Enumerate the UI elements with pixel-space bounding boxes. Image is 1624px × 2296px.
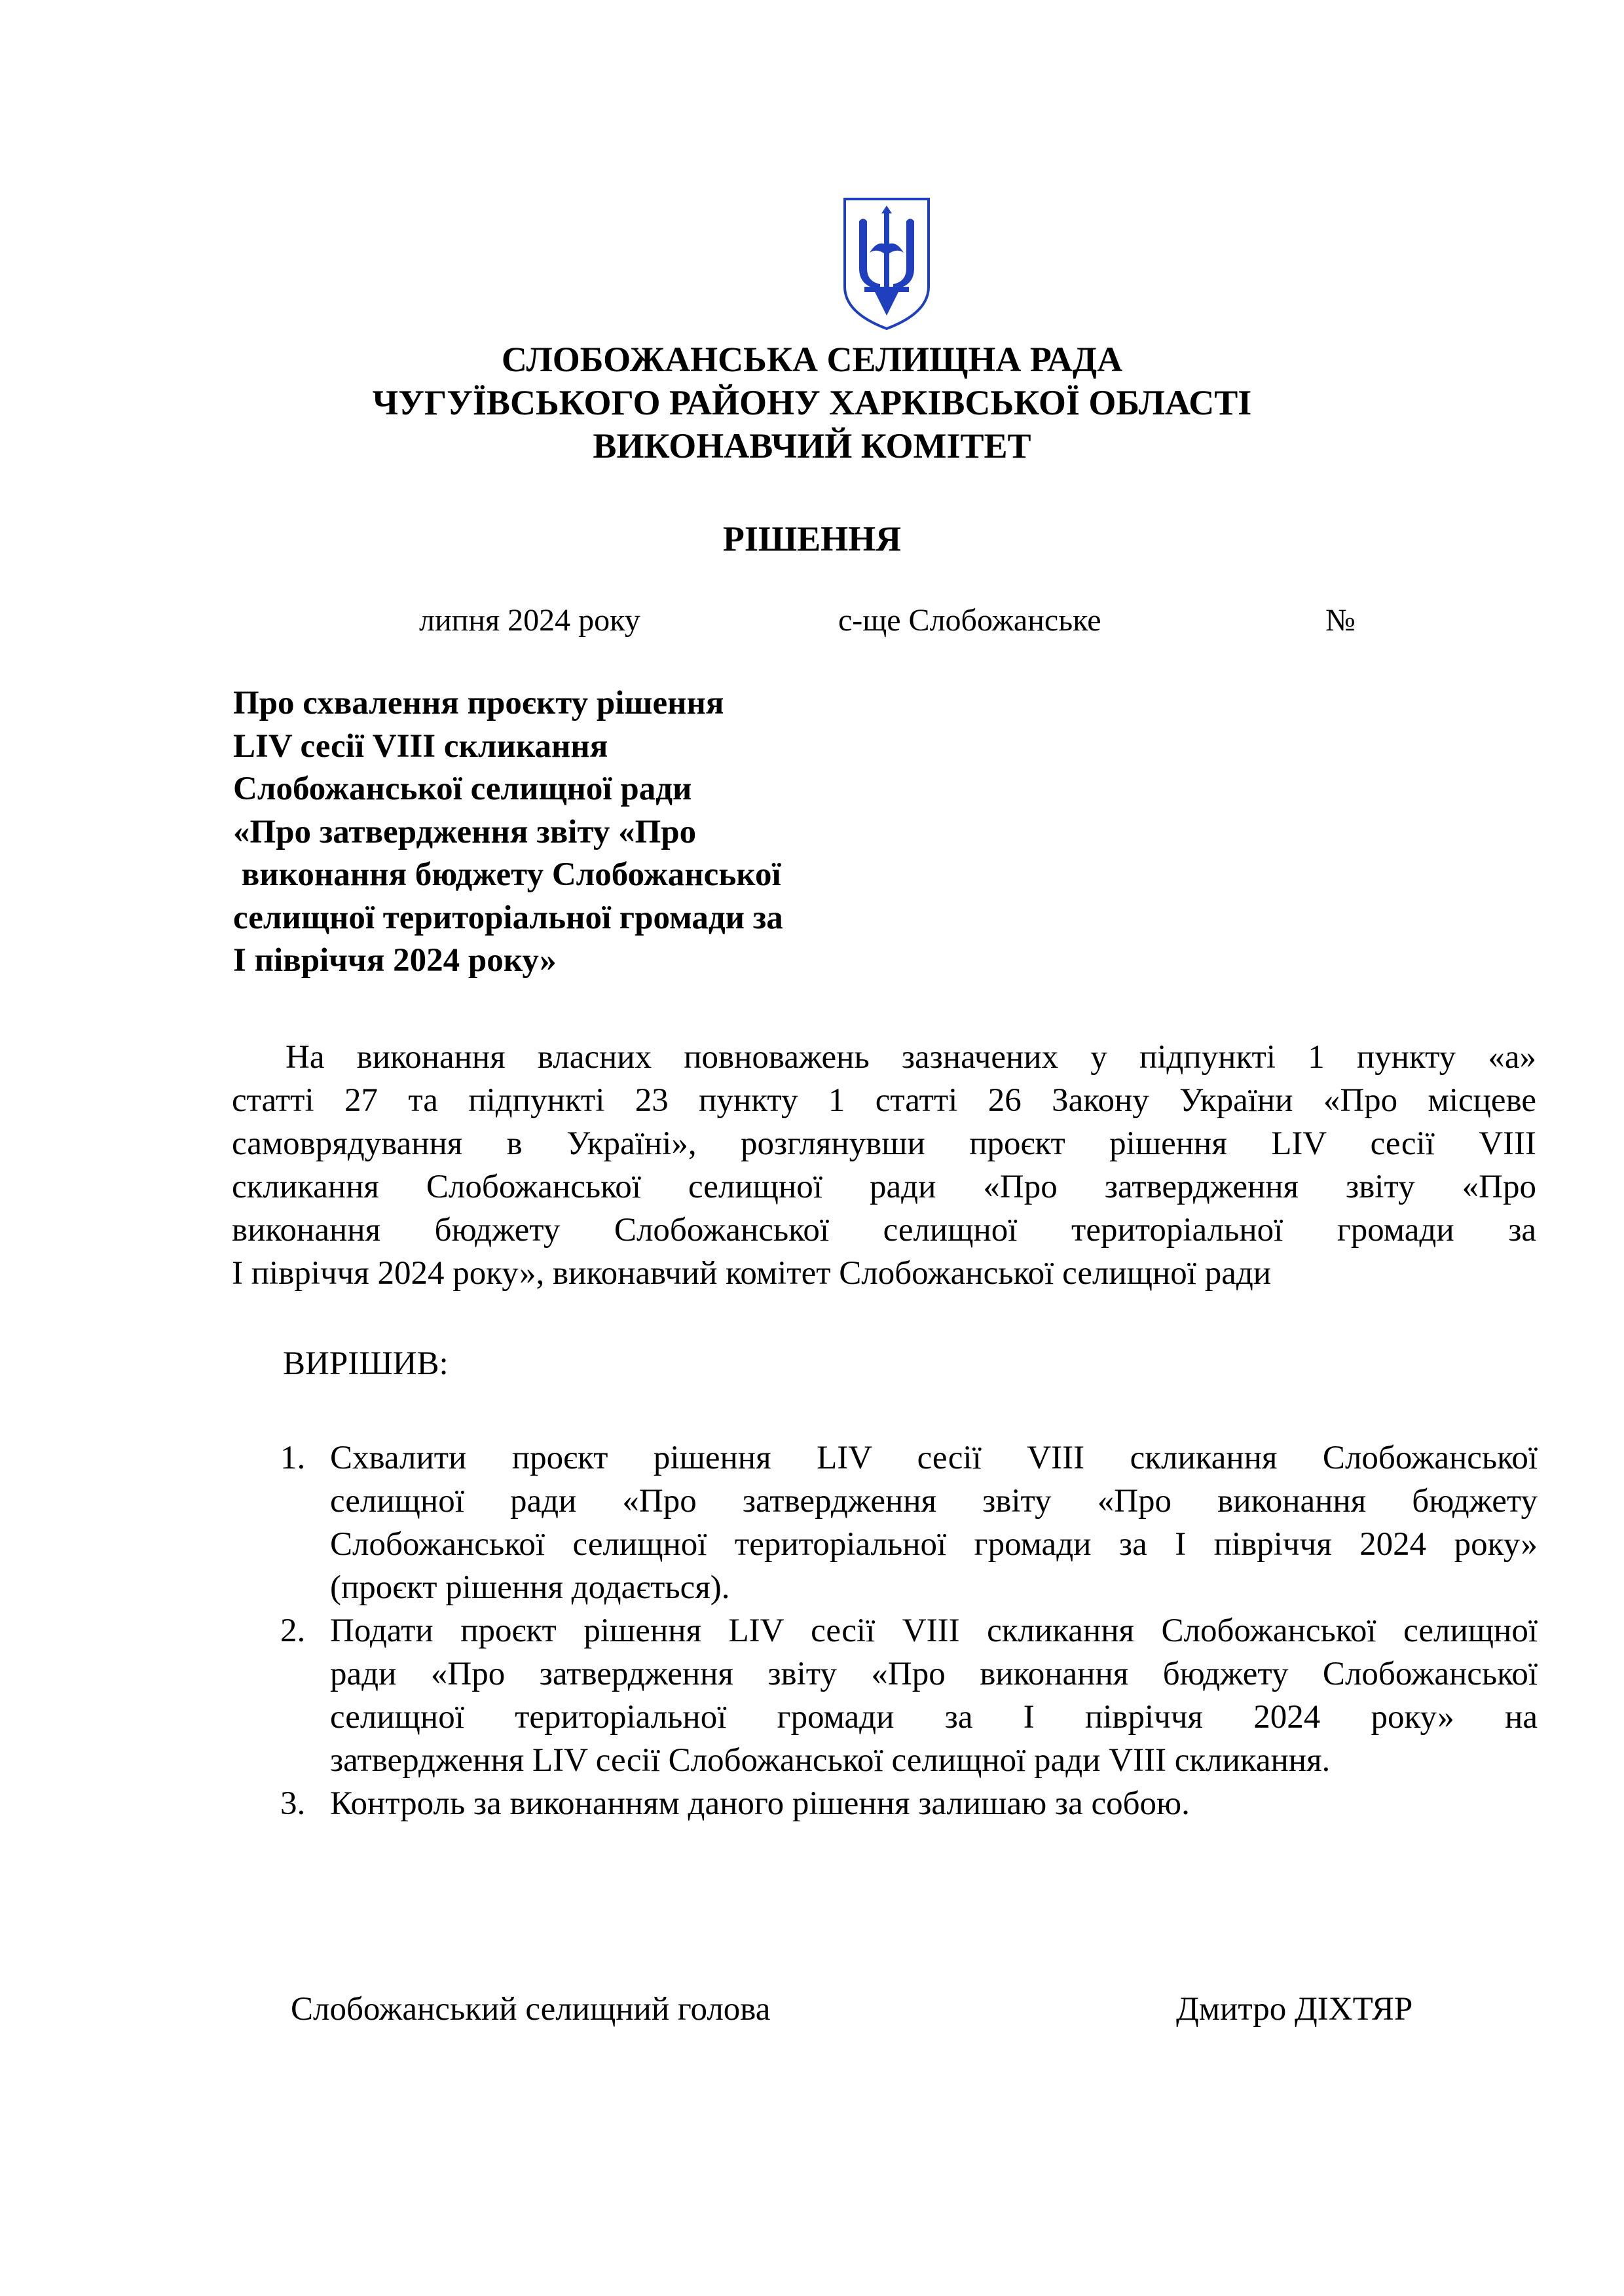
title-line: селищної територіальної громади за [233, 899, 783, 936]
title-line: виконання бюджету Слобожанської [233, 856, 781, 893]
decision-date: липня 2024 року [419, 603, 640, 638]
item-number: 1. [280, 1440, 306, 1476]
decision-items [280, 1436, 1538, 1825]
item-number: 3. [280, 1785, 306, 1822]
decision-item-1 [280, 1436, 1538, 1609]
signature-name: Дмитро ДІХТЯР [1176, 1991, 1413, 2028]
title-line: Слобожанської селищної ради [233, 771, 692, 807]
item-line: Схвалити проєкт рішення LIV сесії VIII скликання Слобожанської [330, 1440, 1538, 1476]
item-line: селищної територіальної громади за I півріччя 2024 року» на [330, 1699, 1538, 1736]
item-line: ради «Про затвердження звіту «Про виконання бюджету Слобожанської [330, 1656, 1538, 1692]
preamble-line: самоврядування в Україні», розглянувши проєкт рішення LIV сесії VIII [232, 1125, 1536, 1162]
preamble-line: статті 27 та підпункті 23 пункту 1 статті 26 Закону України «Про місцеве [232, 1082, 1536, 1119]
decision-place: с-ще Слобожанське [838, 603, 1101, 638]
decision-item-2 [280, 1609, 1538, 1782]
council-name: СЛОБОЖАНСЬКА СЕЛИЩНА РАДА [501, 340, 1123, 379]
preamble-line: На виконання власних повноважень зазначених у підпункті 1 пункту «а» [286, 1039, 1536, 1076]
title-line: Про схвалення проєкту рішення [233, 685, 724, 721]
decision-title [233, 682, 953, 983]
preamble-line: I півріччя 2024 року», виконавчий комітет Слобожанської селищної ради [232, 1255, 1272, 1292]
document-type: РІШЕННЯ [722, 519, 902, 558]
title-line: LIV сесії VIII скликання [233, 727, 608, 765]
title-line: I півріччя 2024 року» [233, 942, 557, 979]
item-line: Слобожанської селищної територіальної громади за I півріччя 2024 року» [330, 1526, 1538, 1563]
district-name: ЧУГУЇВСЬКОГО РАЙОНУ ХАРКІВСЬКОЇ ОБЛАСТІ [372, 383, 1252, 422]
coat-of-arms-icon [841, 195, 932, 333]
decision-item-3 [280, 1782, 1538, 1825]
signature-position: Слобожанський селищний голова [291, 1991, 771, 2028]
preamble-line: виконання бюджету Слобожанської селищної територіальної громади за [232, 1212, 1536, 1248]
item-line: Подати проєкт рішення LIV сесії VIII скликання Слобожанської селищної [330, 1613, 1538, 1649]
item-line: (проєкт рішення додається). [330, 1569, 730, 1606]
item-number: 2. [280, 1613, 306, 1649]
item-line: селищної ради «Про затвердження звіту «Про виконання бюджету [330, 1483, 1538, 1520]
decision-number: № [1325, 603, 1356, 638]
title-line: «Про затвердження звіту «Про [233, 813, 697, 850]
item-line: Контроль за виконанням даного рішення залишаю за собою. [330, 1785, 1190, 1822]
executive-committee: ВИКОНАВЧИЙ КОМІТЕТ [593, 426, 1031, 465]
decided-label: ВИРІШИВ: [283, 1345, 449, 1382]
preamble-paragraph [232, 1036, 1536, 1295]
preamble-line: скликання Слобожанської селищної ради «Про затвердження звіту «Про [232, 1169, 1536, 1205]
item-line: затвердження LIV сесії Слобожанської селищної ради VIII скликання. [330, 1742, 1331, 1779]
